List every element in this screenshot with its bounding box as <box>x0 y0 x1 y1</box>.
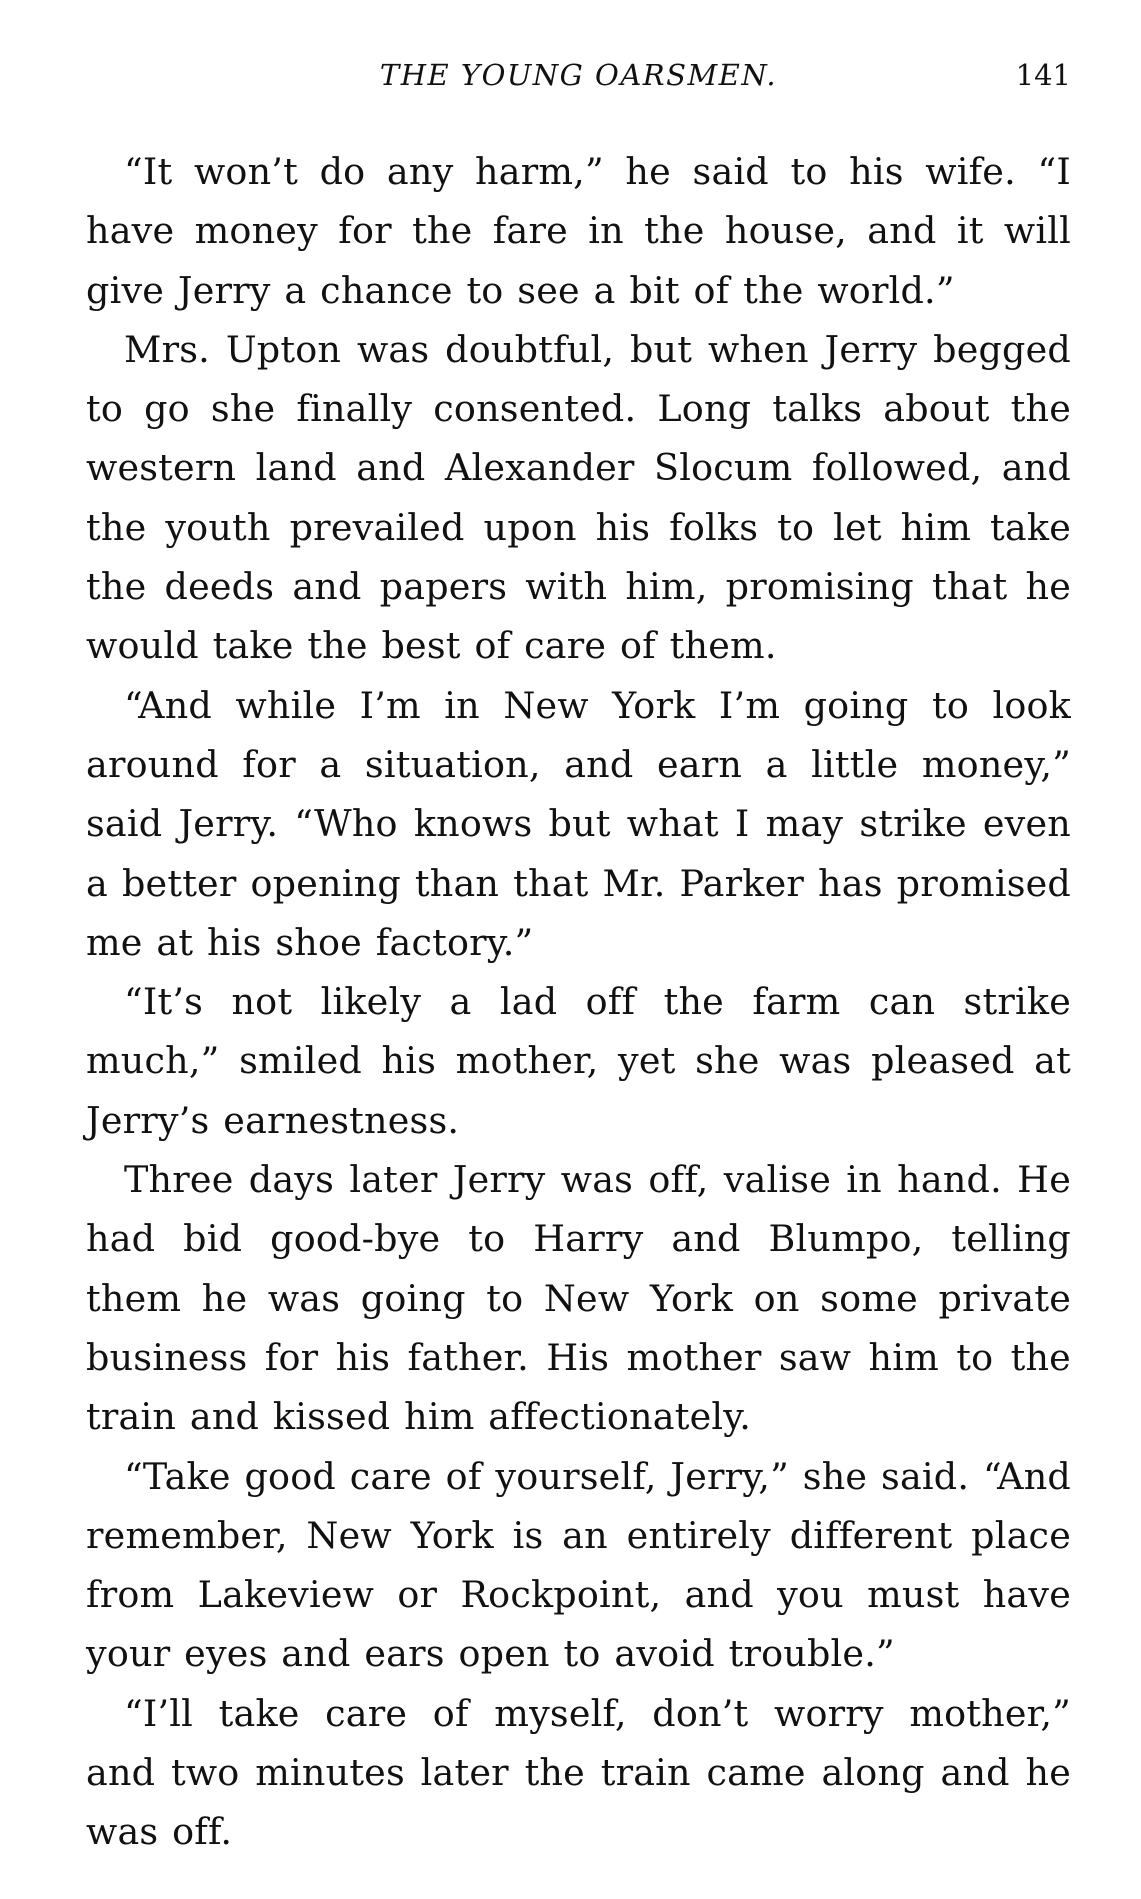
paragraph: “And while I’m in New York I’m going to look around for a situation, and earn a little money,” said Jerry. “Who knows but what I may strike even a better opening than that Mr. Parker has promised me at his shoe factory.” <box>86 683 1071 964</box>
paragraph: “Take good care of yourself, Jerry,” she said. “And remember, New York is an entirely different place from Lakeview or Rockpoint, and you must have your eyes and ears open to avoid trouble.” <box>86 1454 1071 1676</box>
running-head <box>86 58 1071 98</box>
paragraph: “It’s not likely a lad off the farm can strike much,” smiled his mother, yet she was pleased at Jerry’s earnestness. <box>86 980 1071 1142</box>
paragraph: Mrs. Upton was doubtful, but when Jerry begged to go she finally consented. Long talks about the western land and Alexander Slocum followed, and the youth prevailed upon his folks to let him take the deeds and papers with him, promising that he would take the best of care of them. <box>86 327 1071 668</box>
running-title: THE YOUNG OARSMEN. <box>379 58 778 92</box>
paragraph: Three days later Jerry was off, valise in hand. He had bid good-bye to Harry and Blumpo, telling them he was going to New York on some private business for his father. His mother saw him to the train and kissed him affectionately. <box>86 1158 1071 1439</box>
page-number: 141 <box>1015 58 1071 92</box>
body-text <box>86 142 1071 1862</box>
paragraph: “It won’t do any harm,” he said to his wife. “I have money for the fare in the house, and it will give Jerry a chance to see a bit of the world.” <box>86 150 1071 312</box>
paragraph: “I’ll take care of myself, don’t worry mother,” and two minutes later the train came along and he was off. <box>86 1691 1071 1854</box>
